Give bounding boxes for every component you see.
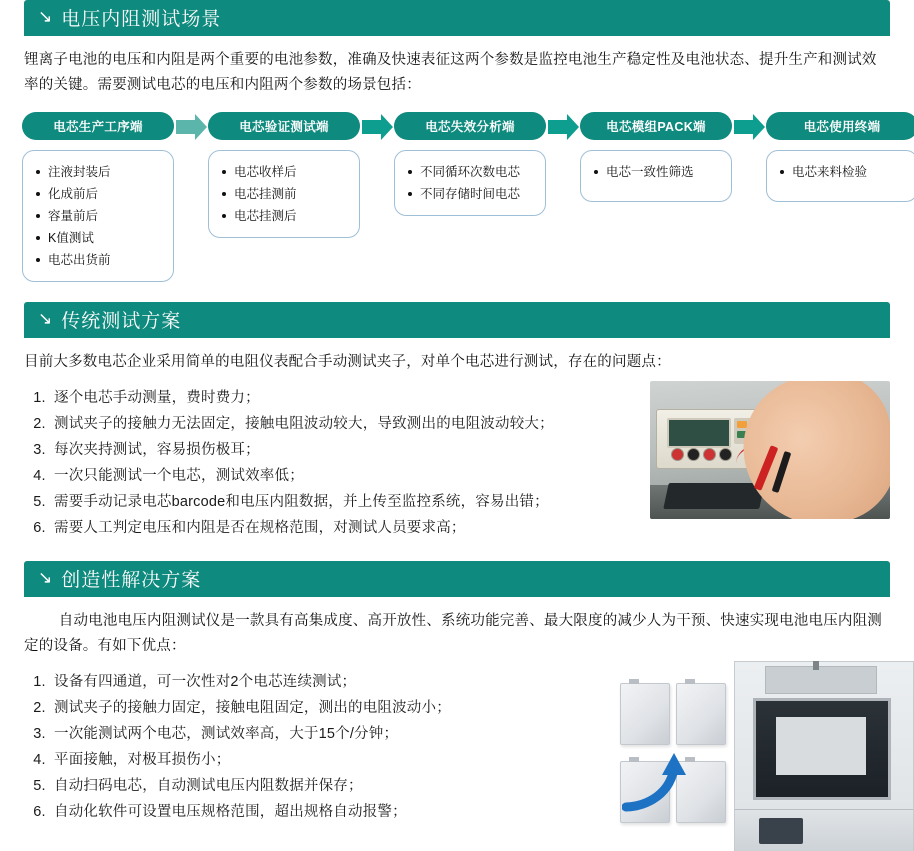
list-item: 6. 自动化软件可设置电压规格范围，超出规格自动报警； (50, 799, 580, 825)
list-item: 4. 平面接触，对极耳损伤小； (50, 747, 580, 773)
solution-equipment-photo (614, 661, 914, 851)
flow-item: 电芯一致性筛选 (593, 161, 721, 183)
flow-item: 不同存储时间电芯 (407, 183, 535, 205)
flow-stage-box (208, 150, 360, 238)
solution-paragraph: 自动电池电压内阻测试仪是一款具有高集成度、高开放性、系统功能完善、最大限度的减少人为干预、快速实现电池电压内阻测定的设备。有如下优点： (24, 613, 882, 654)
list-item: 2. 测试夹子的接触力固定，接触电阻固定，测出的电阻波动小； (50, 695, 580, 721)
traditional-test-photo (650, 381, 890, 519)
curved-arrow-icon (622, 753, 692, 813)
list-item: 5. 自动扫码电芯，自动测试电压内阻数据并保存； (50, 773, 580, 799)
flow-stage-box (22, 150, 174, 282)
flow-item: 电芯挂测前 (221, 183, 349, 205)
solution-advantage-list (24, 669, 580, 825)
flow-chart (22, 112, 892, 282)
section-header-scenario (24, 0, 890, 34)
flow-arrow-3-icon (546, 113, 580, 141)
list-item: 5. 需要手动记录电芯barcode和电压内阻数据，并上传至监控系统，容易出错； (50, 489, 620, 515)
flow-stage-production (22, 112, 174, 282)
flow-stage-box (580, 150, 732, 202)
flow-stage-box (766, 150, 914, 202)
traditional-content (0, 375, 914, 541)
flow-stage-verification (208, 112, 360, 238)
scenario-paragraph: 锂离子电池的电压和内阻是两个重要的电池参数，准确及快速表征这两个参数是监控电池生产稳定性及电池状态、提升生产和测试效率的关键。需要测试电芯的电压和内阻两个参数的场景包括： (24, 52, 877, 93)
flow-arrow-4-icon (732, 113, 766, 141)
down-right-arrow-icon: ↘ (38, 308, 53, 328)
flow-item: 容量前后 (35, 205, 163, 227)
flow-item: K值测试 (35, 227, 163, 249)
section-header-traditional (24, 302, 890, 336)
section-rule-scenario (24, 34, 890, 36)
flow-stage-box (394, 150, 546, 216)
flow-stage-end-use (766, 112, 914, 202)
down-right-arrow-icon: ↘ (38, 6, 53, 26)
flow-item: 电芯挂测后 (221, 205, 349, 227)
flow-arrow-2-icon (360, 113, 394, 141)
down-right-arrow-icon: ↘ (38, 567, 53, 587)
section-header-solution (24, 561, 890, 595)
flow-stage-label: 电芯生产工序端 (22, 112, 174, 140)
flow-stage-label: 电芯模组PACK端 (580, 112, 732, 140)
list-item: 3. 每次夹持测试，容易损伤极耳； (50, 437, 620, 463)
flow-arrow-1-icon (174, 113, 208, 141)
list-item: 1. 逐个电芯手动测量，费时费力； (50, 385, 620, 411)
flow-stage-failure-analysis (394, 112, 546, 216)
list-item: 1. 设备有四通道，可一次性对2个电芯连续测试； (50, 669, 580, 695)
tester-machine-graphic (734, 661, 914, 851)
list-item: 2. 测试夹子的接触力无法固定，接触电阻波动较大，导致测出的电阻波动较大； (50, 411, 620, 437)
flow-stage-pack (580, 112, 732, 202)
section-title-scenario: 电压内阻测试场景 (61, 8, 222, 30)
list-item: 6. 需要人工判定电压和内阻是否在规格范围，对测试人员要求高； (50, 515, 620, 541)
flow-item: 电芯出货前 (35, 249, 163, 271)
section-rule-traditional (24, 336, 890, 338)
solution-content (0, 659, 914, 851)
traditional-problem-list (24, 385, 620, 541)
flow-item: 不同循环次数电芯 (407, 161, 535, 183)
flow-stage-label: 电芯验证测试端 (208, 112, 360, 140)
section-title-traditional: 传统测试方案 (61, 310, 182, 332)
flow-item: 电芯收样后 (221, 161, 349, 183)
flow-item: 化成前后 (35, 183, 163, 205)
traditional-paragraph: 目前大多数电芯企业采用简单的电阻仪表配合手动测试夹子，对单个电芯进行测试，存在的问题点： (24, 354, 671, 370)
list-item: 4. 一次只能测试一个电芯，测试效率低； (50, 463, 620, 489)
flow-stage-label: 电芯使用终端 (766, 112, 914, 140)
section-rule-solution (24, 595, 890, 597)
list-item: 3. 一次能测试两个电芯，测试效率高，大于15个/分钟； (50, 721, 580, 747)
flow-item: 注液封装后 (35, 161, 163, 183)
flow-item: 电芯来料检验 (779, 161, 907, 183)
section-title-solution: 创造性解决方案 (61, 569, 202, 591)
flow-stage-label: 电芯失效分析端 (394, 112, 546, 140)
